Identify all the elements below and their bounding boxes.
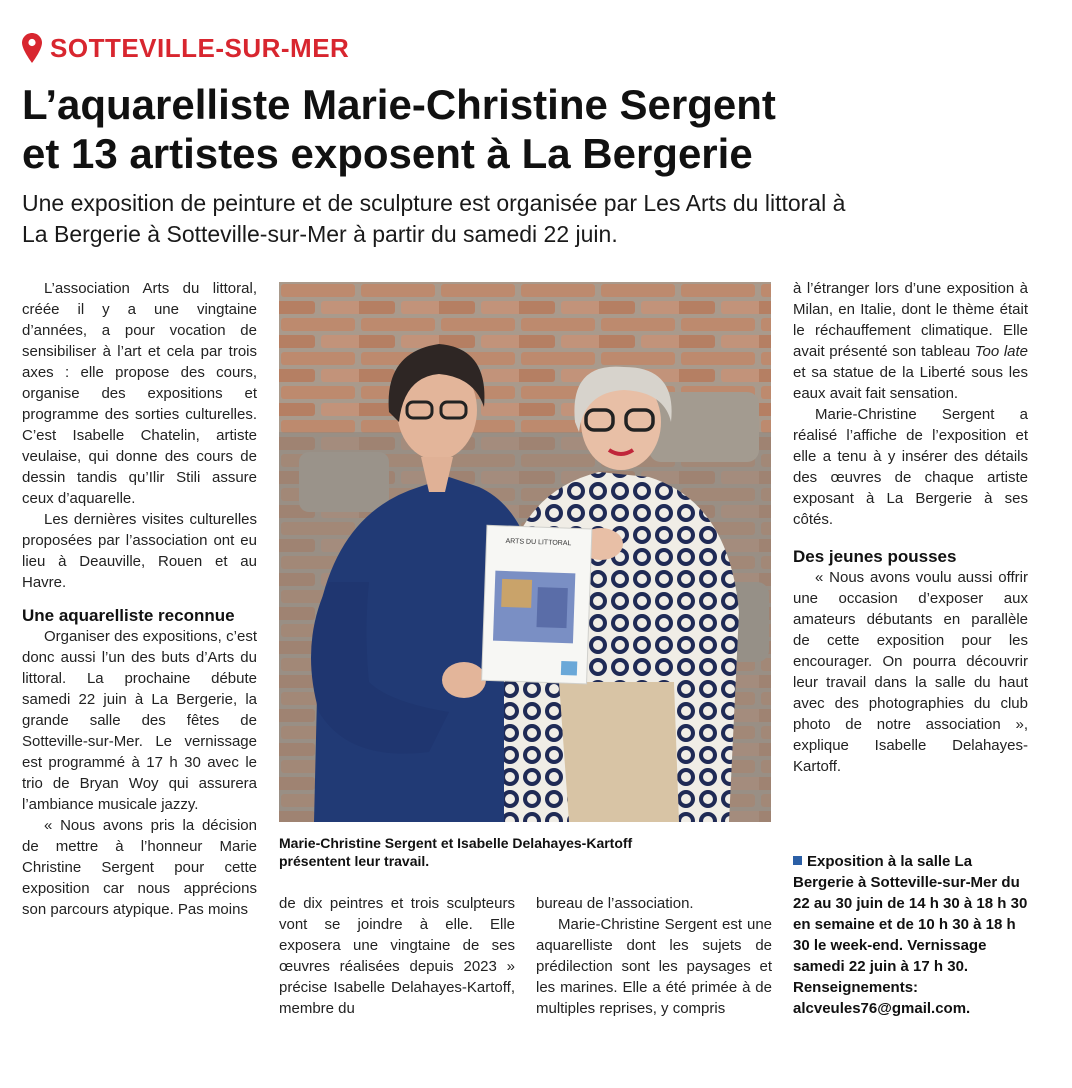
headline <box>22 80 1022 178</box>
event-info-text: Exposition à la salle La Bergerie à Sotteville-sur-Mer du 22 au 30 juin de 14 h 30 à 18 h 30 en semaine et de 10 h 30 à 18 h 30 le week-end. Vernissage samedi 22 juin à 17 h 30. Renseignements: alcveules76@gmail.com. <box>793 853 1028 1017</box>
headline-line-2: et 13 artistes exposent à La Bergerie <box>22 130 753 177</box>
paragraph: bureau de l’association. <box>536 895 694 912</box>
subheading-jeunes-pousses: Des jeunes pousses <box>793 547 957 566</box>
artwork-title: Too late <box>974 343 1028 360</box>
caption-line-1: Marie-Christine Sergent et Isabelle Delahayes-Kartoff <box>279 835 633 851</box>
subheading-aquarelliste: Une aquarelliste reconnue <box>22 606 235 625</box>
article-photo <box>279 282 771 822</box>
standfirst <box>22 188 1032 250</box>
paragraph: Organiser des expositions, c’est donc aussi l’un des buts d’Arts du littoral. La prochaine débute samedi 22 juin à La Bergerie, la grande salle des fêtes de Sotteville-sur-Mer. Le vernissage est programmé à 17 h 30 avec le trio de Bryan Woy qui assurera l’ambiance musicale jazzy. <box>22 628 257 813</box>
paragraph: « Nous avons voulu aussi offrir une occasion d’exposer aux amateurs débutants en parallèle de cette exposition pour les encourager. On pourra découvrir leur travail dans la salle du haut avec des photographies du club photo de notre association », explique Isabelle Delahayes-Kartoff. <box>793 569 1028 775</box>
info-bullet-square <box>793 856 802 865</box>
paragraph: « Nous avons pris la décision de mettre à l’honneur Marie Christine Sergent pour cette exposition car nous apprécions son parcours atypique. Pas moins <box>22 817 257 918</box>
paragraph-text: à l’étranger lors d’une exposition à Milan, en Italie, dont le thème était le réchauffement climatique. Elle avait présenté son tableau <box>793 280 1028 360</box>
map-pin-icon <box>22 33 42 63</box>
paragraph: de dix peintres et trois sculpteurs vont se joindre à elle. Elle exposera une vingtaine de ses œuvres réalisées depuis 2023 » précise Isabelle Delahayes-Kartoff, membre du <box>279 895 515 1017</box>
headline-line-1: L’aquarelliste Marie-Christine Sergent <box>22 81 776 128</box>
standfirst-line-2: La Bergerie à Sotteville-sur-Mer à partir du samedi 22 juin. <box>22 221 618 247</box>
paragraph: Marie-Christine Sergent a réalisé l’affiche de l’exposition et elle a tenu à y insérer des détails des œuvres de chaque artiste exposant à La Bergerie à ses côtés. <box>793 406 1028 528</box>
paragraph: Marie-Christine Sergent est une aquarelliste dont les sujets de prédilection sont les paysages et les marines. Elle a été primée à de multiples reprises, y compris <box>536 916 772 1017</box>
poster-title: ARTS DU LITTORAL <box>505 537 572 548</box>
caption-line-2: présentent leur travail. <box>279 853 430 869</box>
standfirst-line-1: Une exposition de peinture et de sculpture est organisée par Les Arts du littoral à <box>22 190 846 216</box>
paragraph <box>793 278 1028 404</box>
event-info-box <box>793 851 1033 1019</box>
article-column-1 <box>22 278 257 920</box>
article-column-4 <box>793 278 1028 777</box>
exhibition-poster <box>482 525 592 684</box>
photo-illustration <box>279 282 771 822</box>
map-pin-shape <box>22 33 42 63</box>
photo-caption <box>279 834 771 870</box>
paragraph: Les dernières visites culturelles proposées par l’association ont eu lieu à Deauville, Rouen et au Havre. <box>22 511 257 591</box>
paragraph: L’association Arts du littoral, créée il y a une vingtaine d’années, a pour vocation de sensibiliser à l’art et cela par trois axes : elle propose des cours, organise des expositions et programme des sorties culturelles. C’est Isabelle Chatelin, artiste veulaise, qui donne des cours de dessin tandis qu’Ilir Stili assure ceux d’aquarelle. <box>22 280 257 507</box>
paragraph-text: et sa statue de la Liberté sous les eaux avait fait sensation. <box>793 364 1028 402</box>
section-kicker <box>22 28 349 68</box>
location-label: SOTTEVILLE-SUR-MER <box>50 32 350 63</box>
article-column-2 <box>279 893 515 1019</box>
article-column-3 <box>536 893 772 1019</box>
